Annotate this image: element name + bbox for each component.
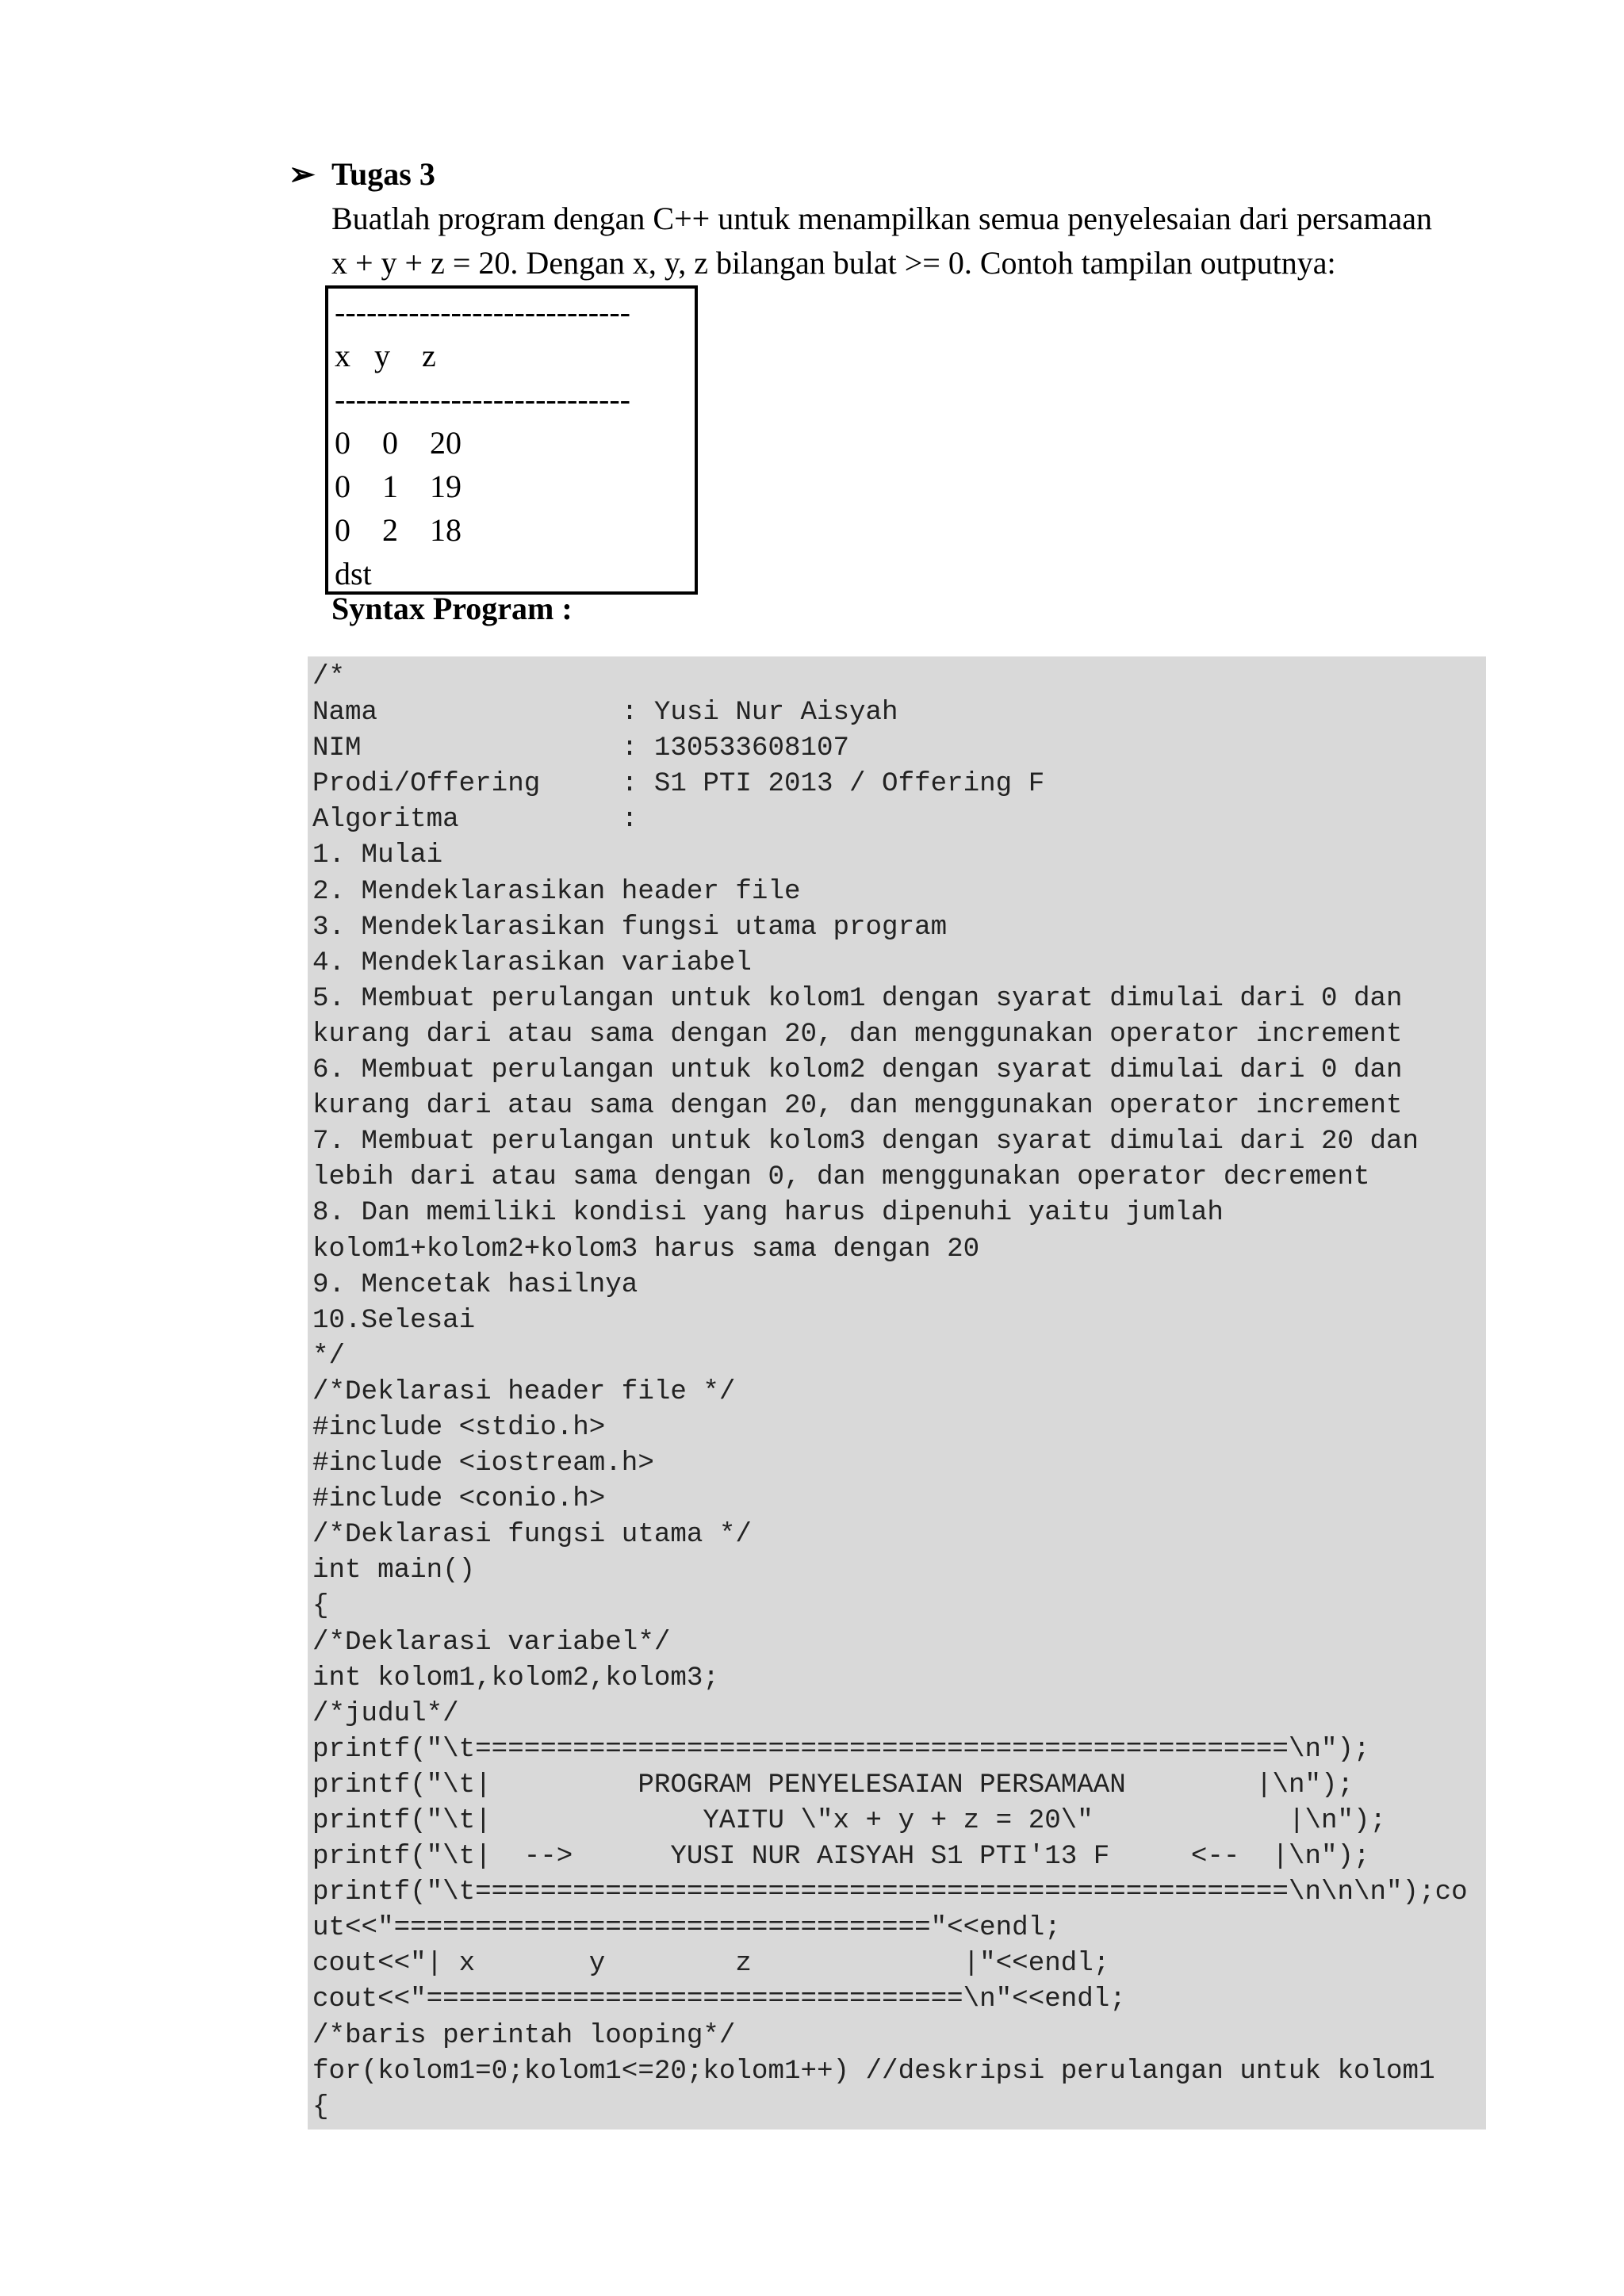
code-line: */	[312, 1341, 346, 1372]
code-line: {	[312, 1591, 329, 1622]
code-line: cout<<"| x y z |"<<endl;	[312, 1949, 1110, 1980]
task-title: Tugas 3	[331, 156, 435, 192]
code-line: #include <conio.h>	[312, 1484, 606, 1515]
sample-output-line: x y z	[335, 338, 436, 373]
code-line: 10.Selesai	[312, 1305, 476, 1336]
arrow-bullet-icon: ➢	[289, 156, 316, 192]
instruction-line: Buatlah program dengan C++ untuk menampilkan semua penyelesaian dari persamaan	[331, 201, 1433, 236]
code-line: 1. Mulai	[312, 840, 443, 871]
sample-output-line: ----------------------------	[335, 381, 630, 417]
instruction-line: x + y + z = 20. Dengan x, y, z bilangan bulat >= 0. Contoh tampilan outputnya:	[331, 245, 1336, 281]
sample-output-line: ----------------------------	[335, 294, 630, 330]
code-line: ut<<"================================="<<endl;	[312, 1913, 1061, 1944]
code-line: printf("\t| --> YUSI NUR AISYAH S1 PTI'13 F <-- |\n");	[312, 1842, 1370, 1873]
sample-output-line: 0 0 20	[335, 425, 462, 461]
code-line: for(kolom1=0;kolom1<=20;kolom1++) //deskripsi perulangan untuk kolom1	[312, 2056, 1435, 2087]
code-line: printf("\t==================================================\n\n\n");co	[312, 1877, 1468, 1908]
code-line: Nama : Yusi Nur Aisyah	[312, 698, 898, 729]
code-line: kurang dari atau sama dengan 20, dan menggunakan operator increment	[312, 1091, 1403, 1122]
code-line: printf("\t==================================================\n");	[312, 1734, 1370, 1765]
code-line: int kolom1,kolom2,kolom3;	[312, 1663, 719, 1693]
code-line: #include <stdio.h>	[312, 1412, 606, 1443]
code-line: 6. Membuat perulangan untuk kolom2 dengan syarat dimulai dari 0 dan	[312, 1055, 1403, 1086]
code-line: kurang dari atau sama dengan 20, dan menggunakan operator increment	[312, 1019, 1403, 1050]
sample-output-line: 0 1 19	[335, 469, 462, 504]
code-line: cout<<"=================================\n"<<endl;	[312, 1984, 1126, 2015]
code-line: /*baris perintah looping*/	[312, 2020, 736, 2051]
code-line: /*	[312, 662, 346, 692]
code-line: 8. Dan memiliki kondisi yang harus dipenuhi yaitu jumlah	[312, 1198, 1224, 1229]
code-line: int main()	[312, 1556, 476, 1586]
code-line: printf("\t| YAITU \"x + y + z = 20\" |\n");	[312, 1806, 1387, 1836]
code-line: Algoritma :	[312, 805, 638, 836]
code-line: 9. Mencetak hasilnya	[312, 1269, 638, 1300]
code-line: 2. Mendeklarasikan header file	[312, 876, 801, 907]
code-line: /*Deklarasi fungsi utama */	[312, 1520, 752, 1551]
code-block	[308, 656, 1486, 2130]
code-line: /*Deklarasi variabel*/	[312, 1627, 671, 1658]
code-line: 3. Mendeklarasikan fungsi utama program	[312, 912, 948, 943]
code-line: 5. Membuat perulangan untuk kolom1 dengan syarat dimulai dari 0 dan	[312, 983, 1403, 1014]
code-line: 4. Mendeklarasikan variabel	[312, 947, 752, 978]
code-line: /*judul*/	[312, 1698, 459, 1729]
code-line: /*Deklarasi header file */	[312, 1376, 736, 1407]
code-line: #include <iostream.h>	[312, 1448, 654, 1479]
code-line: lebih dari atau sama dengan 0, dan menggunakan operator decrement	[312, 1162, 1370, 1193]
sample-output-line: 0 2 18	[335, 512, 462, 548]
code-line: {	[312, 2091, 329, 2122]
code-line: 7. Membuat perulangan untuk kolom3 dengan syarat dimulai dari 20 dan	[312, 1127, 1419, 1158]
code-line: Prodi/Offering : S1 PTI 2013 / Offering F	[312, 769, 1045, 800]
task-heading	[289, 152, 435, 197]
sample-output-line: dst	[335, 556, 372, 591]
code-line: printf("\t| PROGRAM PENYELESAIAN PERSAMAAN |\n");	[312, 1770, 1354, 1800]
syntax-label: Syntax Program :	[331, 591, 573, 626]
code-line: NIM : 130533608107	[312, 733, 850, 764]
sample-output-box	[325, 285, 698, 595]
code-line: kolom1+kolom2+kolom3 harus sama dengan 20	[312, 1234, 980, 1265]
